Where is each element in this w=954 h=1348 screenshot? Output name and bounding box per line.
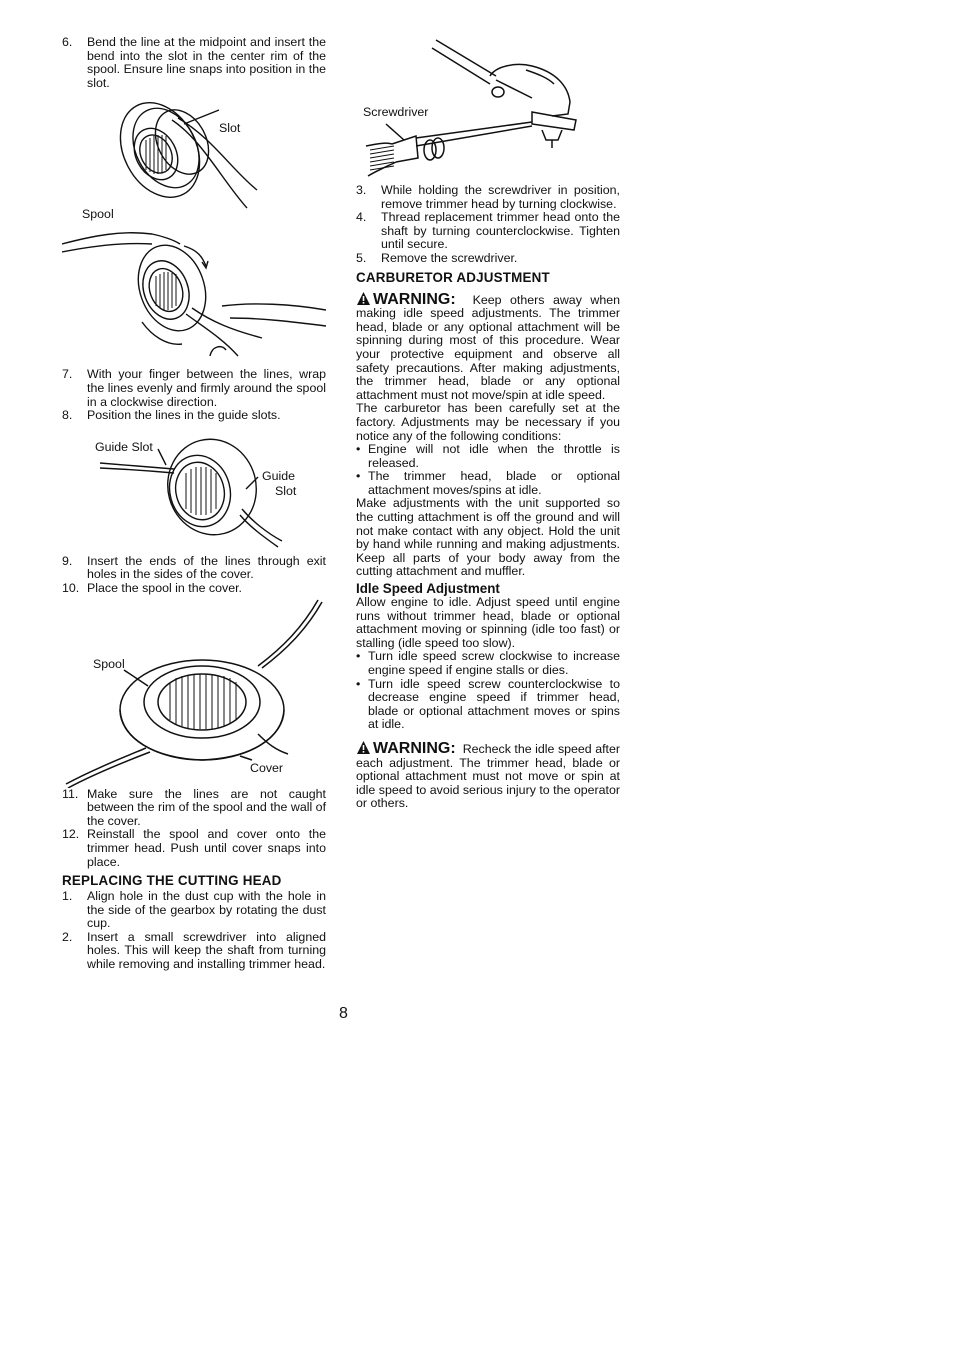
carburetor-para-1: The carburetor has been carefully set at the factory. Adjustments may be necessary if you notice any of the following conditions: [356,401,620,443]
step-text: Remove the screwdriver. [381,250,518,265]
idle-bullet-1 [356,650,620,677]
guide-slot-left-label: Guide Slot [95,439,153,454]
step-text: While holding the screwdriver in position, remove trimmer head by turning clockwise. [381,183,620,211]
screwdriver-label: Screwdriver [363,105,429,119]
idle-para: Allow engine to idle. Adjust speed until engine runs without trimmer head, blade or optional attachment moving or spinning (idle too fast) or stalling (idle speed too slow). [356,595,620,650]
step-6 [62,36,326,90]
screwdriver-figure [356,36,620,182]
carburetor-heading: CARBURETOR ADJUSTMENT [356,269,550,285]
step-4 [356,211,620,252]
step-text: With your finger between the lines, wrap the lines evenly and firmly around the spool in a clockwise direction. [87,367,326,409]
step-text: Insert the ends of the lines through exit holes in the sides of the cover. [87,553,326,582]
replacing-heading: REPLACING THE CUTTING HEAD [62,873,282,889]
step-7 [62,368,326,409]
spool-cover-illustration [62,598,326,788]
page-number: 8 [339,1005,348,1022]
warning-triangle-icon [356,740,371,755]
step-number: 6. [62,35,73,49]
step-number: 12. [62,827,80,842]
warning-2-label: WARNING: [373,739,456,757]
step-text: Position the lines in the guide slots. [87,408,281,423]
carburetor-para-2: Make adjustments with the unit supported so the cutting attachment is off the ground and will not make contact with any object. Hold the unit by hand while running and making adjustments. Keep all parts of your body away from the cutting attachment and muffler. [356,496,620,579]
replacing-step-1 [62,890,326,931]
step-number: 5. [356,250,367,265]
idle-heading: Idle Speed Adjustment [356,581,500,597]
condition-bullet-2 [356,470,620,497]
spool-cover-figure [62,598,326,788]
wrap-line-illustration [62,226,326,366]
step-text: Thread replacement trimmer head onto the shaft by turning counterclockwise. Tighten until secure. [381,210,620,252]
slot-label: Slot [219,121,241,136]
left-column [62,36,326,972]
step-number: 1. [62,889,73,904]
idle-bullet-2 [356,678,620,732]
spool-label: Spool [93,656,125,671]
warning-2-text: Recheck the idle speed after each adjustment. The trimmer head, blade or optional attachment must not move or spin at idle speed to avoid serious injury to the operator or others. [356,741,621,811]
step-9 [62,555,326,582]
step-text: Make sure the lines are not caught between the rim of the spool and the wall of the cover. [87,786,327,828]
step-number: 8. [62,408,73,423]
warning-1 [356,291,620,403]
step-number: 10. [62,580,80,595]
spool-slot-illustration [62,90,326,220]
step-12 [62,828,326,869]
step-number: 2. [62,929,73,944]
step-11 [62,788,326,829]
step-number: 4. [356,210,367,225]
warning-triangle-icon [356,291,371,306]
condition-bullet-1 [356,443,620,470]
bullet-mark: • [356,649,361,664]
bullet-text: Turn idle speed screw counterclockwise to decrease engine speed if trimmer head, blade or optional attachment moves or spins at idle. [368,676,620,732]
spool-label: Spool [82,207,114,222]
step-number: 9. [62,553,73,568]
step-number: 7. [62,367,73,382]
replacing-step-2 [62,931,326,972]
bullet-mark: • [356,442,361,457]
guide-slot-figure [62,429,326,553]
guide-slot-right-label-line1: Guide [262,468,296,483]
step-8 [62,409,326,423]
step-3 [356,184,620,211]
wrap-line-figure [62,226,326,366]
spool-slot-figure [62,90,326,220]
guide-slot-right-label-line2: Slot [275,483,297,498]
warning-2 [356,740,620,811]
step-10 [62,582,326,596]
step-text: Place the spool in the cover. [87,580,242,595]
warning-1-label: WARNING: [373,290,456,308]
step-text: Align hole in the dust cup with the hole in the side of the gearbox by rotating the dust cup. [87,889,326,931]
right-column [356,184,620,811]
step-text: Insert a small screwdriver into aligned holes. This will keep the shaft from turning while removing and installing trimmer head. [87,929,326,972]
step-number: 3. [356,183,367,197]
bullet-mark: • [356,469,361,484]
cover-label: Cover [250,760,284,775]
bullet-text: Engine will not idle when the throttle is released. [368,442,620,470]
warning-1-text: Keep others away when making idle speed adjustments. The trimmer head, blade or any optional attachment will be spinning during most of this procedure. Wear your protective equipment and observe all safety precautions. After making adjustments, the trimmer head, blade or any optional attachment must not move/spin at idle speed. [356,292,620,402]
step-text: Reinstall the spool and cover onto the trimmer head. Push until cover snaps into place. [87,827,326,869]
bullet-text: The trimmer head, blade or optional attachment moves/spins at idle. [368,469,620,497]
bullet-mark: • [356,676,361,691]
step-number: 11. [62,786,79,801]
bullet-text: Turn idle speed screw clockwise to increase engine speed if engine stalls or dies. [368,649,620,677]
step-text: Bend the line at the midpoint and insert the bend into the slot in the center rim of the spool. Ensure line snaps into position in the slot. [87,35,326,90]
step-5 [356,252,620,266]
